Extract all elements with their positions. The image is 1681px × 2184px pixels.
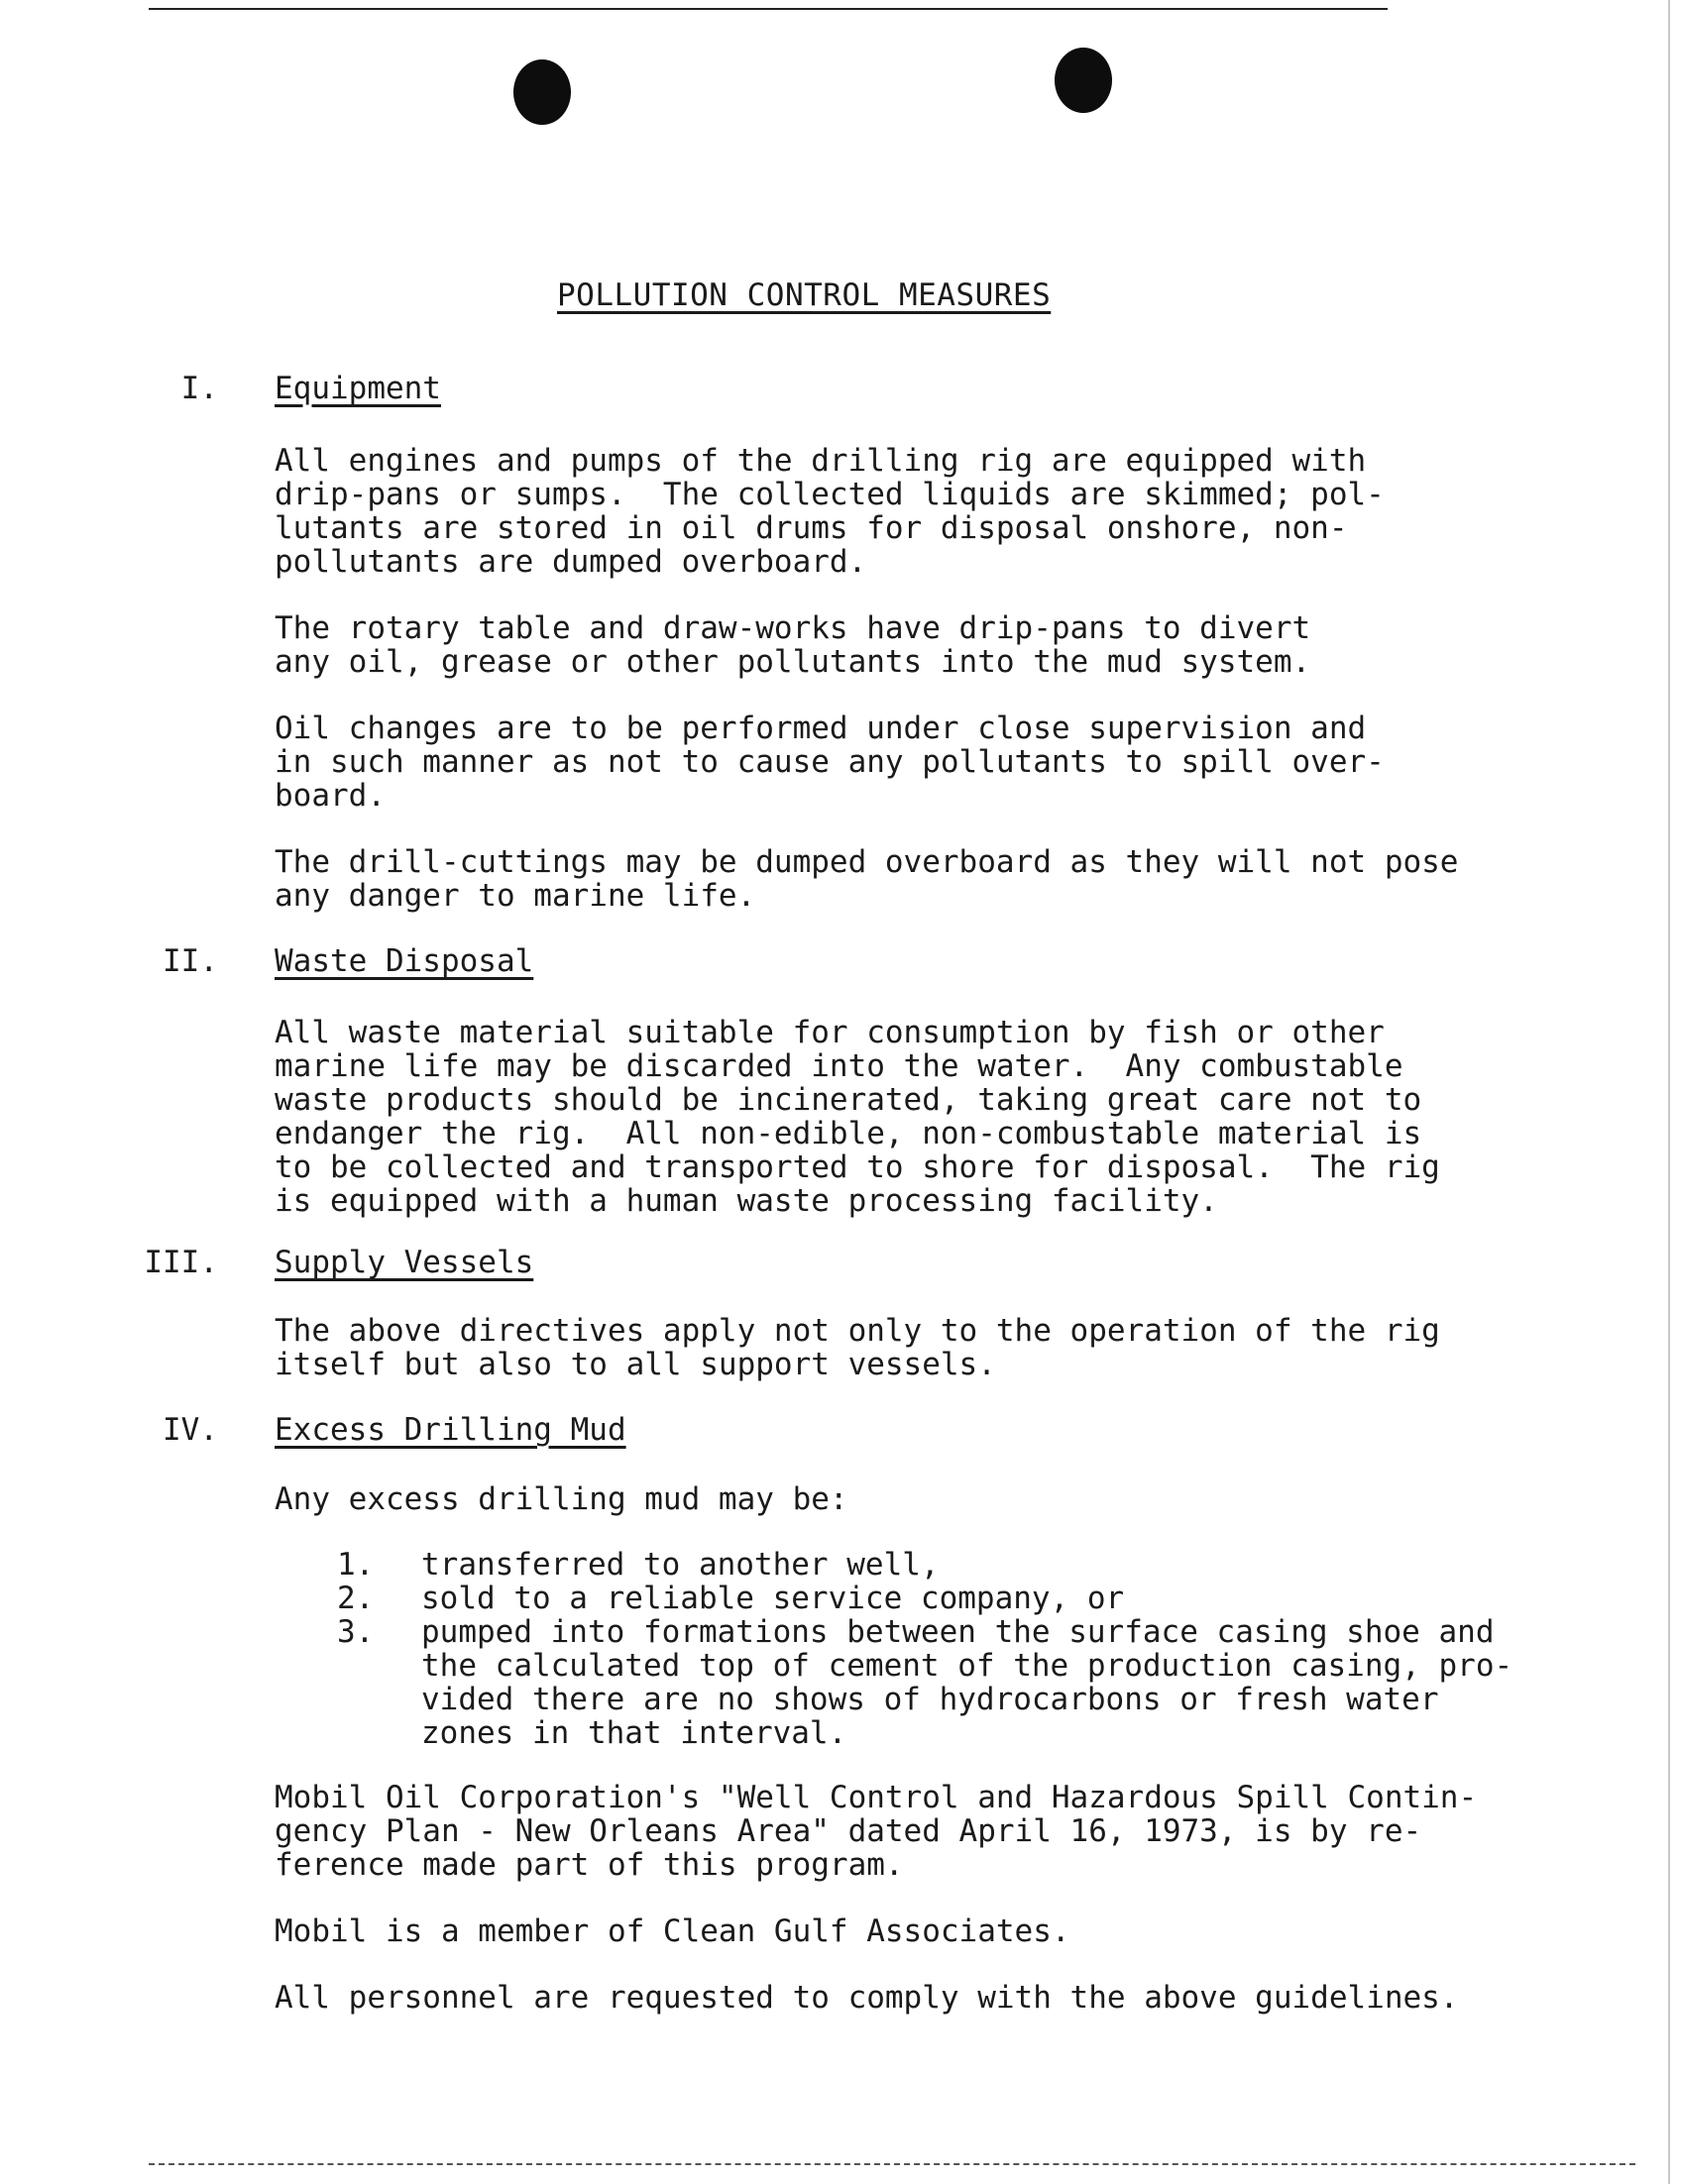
top-rule <box>149 8 1388 10</box>
section-number: IV. <box>163 1412 218 1448</box>
document-title: POLLUTION CONTROL MEASURES <box>557 277 1052 313</box>
section-heading: Excess Drilling Mud <box>275 1412 626 1448</box>
list-number: 1. <box>337 1547 375 1583</box>
section-heading: Supply Vessels <box>275 1245 534 1280</box>
list-text: pumped into formations between the surface casing shoe and the calculated top of cement of the production casing, pro- vided there are no shows of hydrocarbons or fresh water zones in that interval. <box>421 1614 1513 1751</box>
paragraph: All engines and pumps of the drilling rig are equipped with drip-pans or sumps. The collected liquids are skimmed; pol- lutants are stored in oil drums for disposal onshore, non- pollutants are dumped overboard. <box>275 443 1385 580</box>
paragraph: Any excess drilling mud may be: <box>275 1481 848 1517</box>
section-heading: Waste Disposal <box>275 943 534 979</box>
punch-hole-left <box>513 59 571 125</box>
section-number: II. <box>163 943 218 979</box>
section-heading: Equipment <box>275 371 441 406</box>
page-edge <box>1668 0 1670 2184</box>
list-text: sold to a reliable service company, or <box>421 1581 1125 1616</box>
punch-hole-right <box>1055 48 1112 113</box>
paragraph: The drill-cuttings may be dumped overboard as they will not pose any danger to marine life. <box>275 844 1459 914</box>
bottom-rule <box>149 2163 1635 2165</box>
closing-paragraph: Mobil Oil Corporation's "Well Control and Hazardous Spill Contin- gency Plan - New Orleans Area" dated April 16, 1973, is by re- ference made part of this program. <box>275 1780 1478 1883</box>
closing-paragraph: Mobil is a member of Clean Gulf Associates. <box>275 1913 1070 1949</box>
list-text: transferred to another well, <box>421 1547 940 1583</box>
paragraph: All waste material suitable for consumption by fish or other marine life may be discarded into the water. Any combustable waste products should be incinerated, taking great care not to endanger the rig. All non-edible, non-combustable material is to be collected and transported to shore for disposal. The rig is equipped with a human waste processing facility. <box>275 1015 1440 1219</box>
list-number: 2. <box>337 1581 375 1616</box>
section-number: I. <box>180 371 218 406</box>
section-number: III. <box>144 1245 218 1280</box>
paragraph: The above directives apply not only to the operation of the rig itself but also to all support vessels. <box>275 1313 1440 1382</box>
paragraph: The rotary table and draw-works have drip-pans to divert any oil, grease or other pollutants into the mud system. <box>275 610 1311 680</box>
list-number: 3. <box>337 1614 375 1650</box>
paragraph: Oil changes are to be performed under close supervision and in such manner as not to cause any pollutants to spill over- board. <box>275 710 1385 814</box>
closing-paragraph: All personnel are requested to comply with the above guidelines. <box>275 1980 1459 2016</box>
